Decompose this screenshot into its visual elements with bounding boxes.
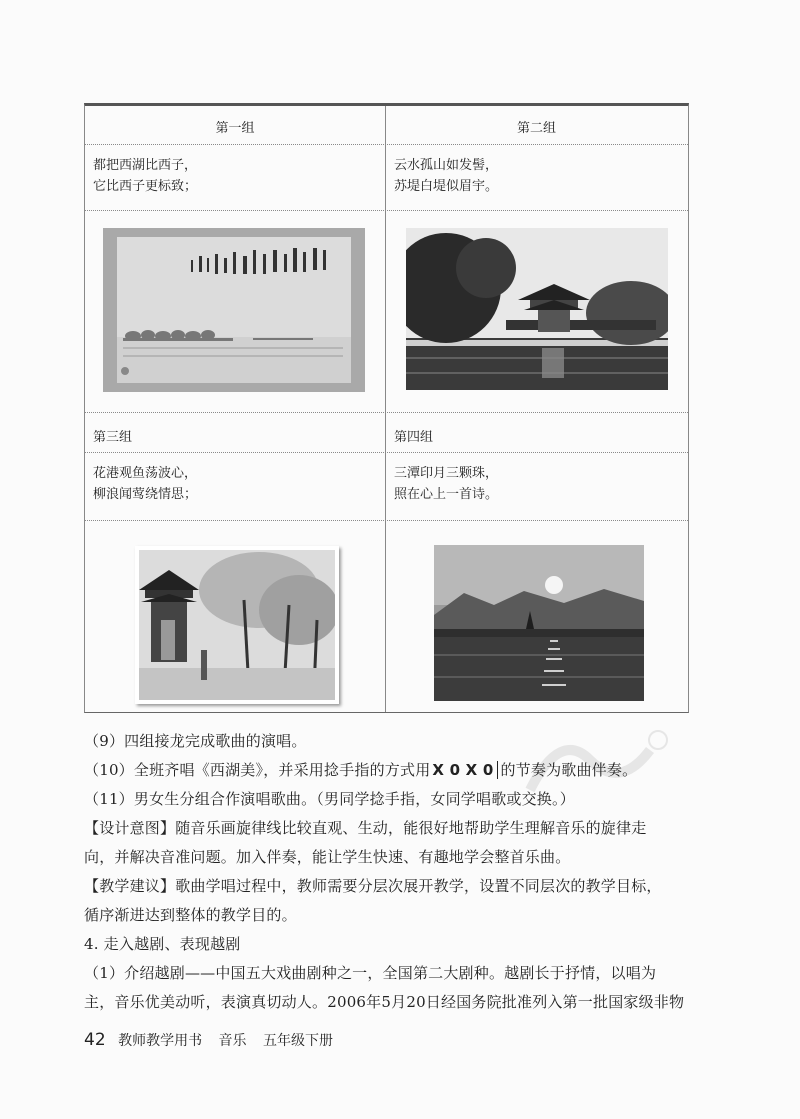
step-10 xyxy=(84,759,637,780)
table-row-poems-1-2 xyxy=(85,144,688,211)
pavilion-trees-image xyxy=(135,546,339,704)
header-group1: 第一组 xyxy=(215,121,255,136)
table-row-labels-3-4 xyxy=(85,412,688,453)
poem-group3-line2: 柳浪闻莺绕情思； xyxy=(93,487,198,502)
design-intent-line2: 向，并解决音准问题。加入伴奏，能让学生快速、有趣地学会整首乐曲。 xyxy=(84,848,571,866)
poem-group2-line2: 苏堤白堤似眉宇。 xyxy=(394,179,499,194)
table-row-images-3-4 xyxy=(85,520,688,712)
section-4-heading: 4. 走入越剧、表现越剧 xyxy=(84,935,241,953)
poem-group1 xyxy=(93,155,197,197)
table-header-row xyxy=(85,106,688,145)
footer-subject: 音乐 xyxy=(218,1033,247,1049)
calligraphy-painting-image xyxy=(103,228,365,392)
teaching-tip-line1: 【教学建议】歌曲学唱过程中，教师需要分层次展开教学，设置不同层次的教学目标， xyxy=(84,877,662,895)
footer-grade: 五年级下册 xyxy=(263,1033,333,1049)
yueju-line2: 主，音乐优美动听，表演真切动人。2006年5月20日经国务院批准列入第一批国家级非物 xyxy=(84,993,685,1011)
sunset-lake-image xyxy=(434,545,644,701)
lyrics-table xyxy=(84,103,689,713)
poem-group4-line1: 三潭印月三颗珠， xyxy=(394,466,499,481)
header-group2: 第二组 xyxy=(516,121,556,136)
yueju-line1: （1）介绍越剧——中国五大戏曲剧种之一，全国第二大剧种。越剧长于抒情，以唱为 xyxy=(84,964,657,982)
label-group4: 第四组 xyxy=(394,430,434,445)
step-10-rhythm: X 0 X 0 xyxy=(432,761,494,779)
poem-group2 xyxy=(394,155,498,197)
teaching-tip-line2: 循序渐进达到整体的教学目的。 xyxy=(84,906,297,924)
pavilion-lake-image xyxy=(406,228,668,390)
footer-book: 教师教学用书 xyxy=(118,1033,203,1049)
page-number: 42 xyxy=(84,1030,106,1050)
label-group3: 第三组 xyxy=(93,430,133,445)
poem-group4 xyxy=(394,463,498,505)
table-row-images-1-2 xyxy=(85,210,688,413)
poem-group2-line1: 云水孤山如发髻， xyxy=(394,158,499,173)
table-row-poems-3-4 xyxy=(85,452,688,521)
step-10-text-before: （10）全班齐唱《西湖美》，并采用捻手指的方式用 xyxy=(84,761,431,779)
page-footer xyxy=(84,1030,345,1050)
design-intent-line1: 【设计意图】随音乐画旋律线比较直观、生动，能很好地帮助学生理解音乐的旋律走 xyxy=(84,819,647,837)
poem-group3 xyxy=(93,463,197,505)
poem-group1-line2: 它比西子更标致； xyxy=(93,179,198,194)
poem-group1-line1: 都把西湖比西子， xyxy=(93,158,198,173)
poem-group4-line2: 照在心上一首诗。 xyxy=(394,487,499,502)
step-9: （9）四组接龙完成歌曲的演唱。 xyxy=(84,732,307,750)
step-11: （11）男女生分组合作演唱歌曲。（男同学捻手指，女同学唱歌或交换。） xyxy=(84,790,575,808)
poem-group3-line1: 花港观鱼荡波心， xyxy=(93,466,198,481)
step-10-text-after: 的节奏为歌曲伴奏。 xyxy=(500,761,638,779)
barline xyxy=(497,761,498,779)
